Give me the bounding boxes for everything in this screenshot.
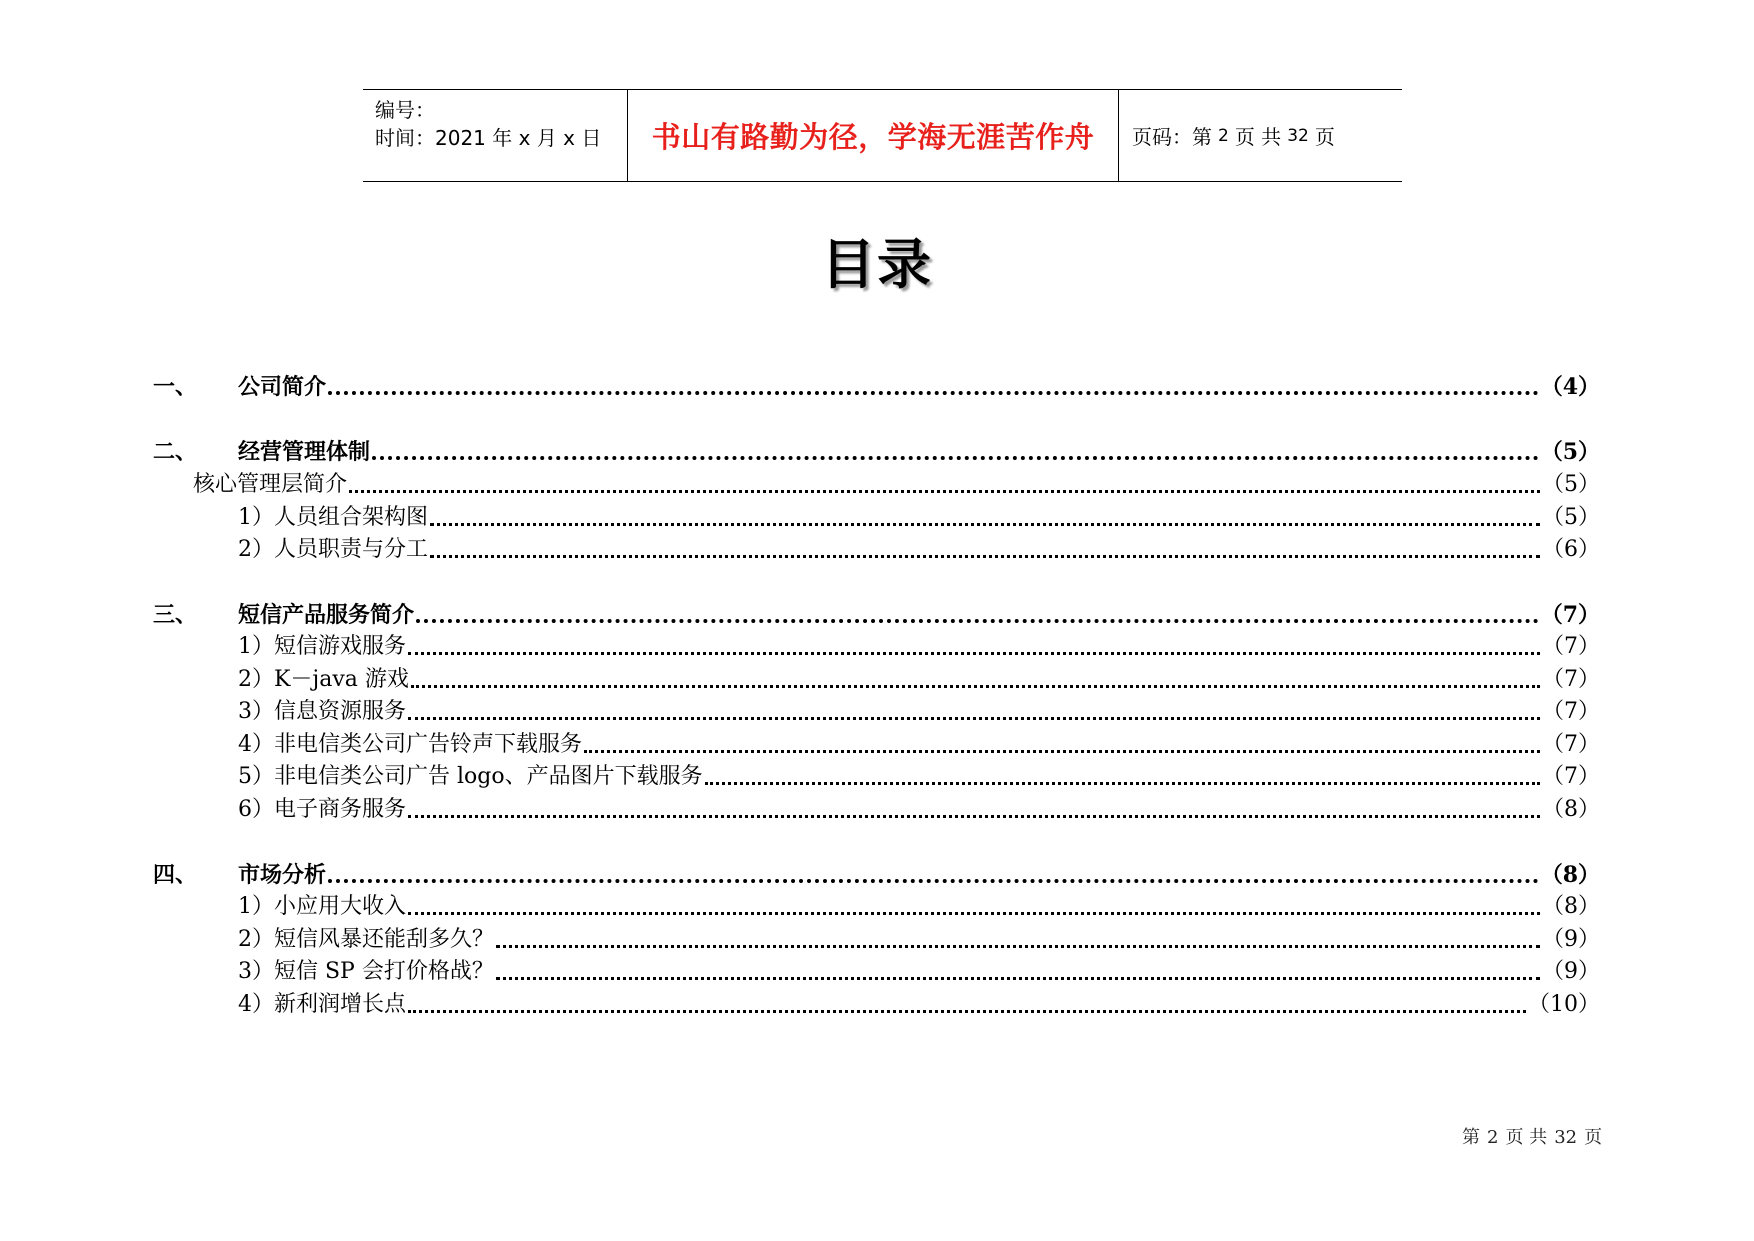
header-page-total: 32 (1287, 125, 1309, 146)
toc-dot-leader (408, 892, 1540, 922)
toc-entry-title: 1）短信游戏服务 (238, 634, 406, 659)
toc-dot-leader (328, 860, 1539, 890)
toc-entry-title: 2）人员职责与分工 (238, 537, 428, 562)
toc-entry-title: 1）人员组合架构图 (238, 505, 428, 530)
toc-entry-page: （4） (1540, 374, 1600, 400)
toc-entry[interactable] (238, 503, 1600, 533)
toc-entry-page: （9） (1542, 927, 1600, 952)
toc-entry[interactable] (153, 372, 1600, 402)
toc-dot-leader (349, 470, 1540, 500)
toc-entry-page: （7） (1542, 732, 1600, 757)
header-meta-cell (363, 90, 628, 181)
document-id-label: 编号： (375, 98, 435, 122)
toc-entry-page: （7） (1542, 634, 1600, 659)
toc-entry-number: 四、 (153, 862, 198, 888)
toc-entry-page: （5） (1542, 505, 1600, 530)
toc-entry[interactable] (238, 632, 1600, 662)
footer-page-current: 2 (1487, 1127, 1499, 1148)
toc-entry-title: 4）新利润增长点 (238, 992, 406, 1017)
toc-entry-page: （7） (1542, 667, 1600, 692)
document-date: 时间：2021 年 x 月 x 日 (375, 126, 602, 150)
toc-entry[interactable] (238, 762, 1600, 792)
toc-entry[interactable] (153, 860, 1600, 890)
toc-entry[interactable] (193, 470, 1600, 500)
toc-entry[interactable] (238, 925, 1600, 955)
toc-entry-title: 市场分析 (238, 862, 327, 888)
header-page-suffix: 页 (1314, 125, 1335, 149)
toc-entry-page: （9） (1542, 959, 1600, 984)
toc-entry[interactable] (238, 730, 1600, 760)
toc-entry-number: 一、 (153, 374, 198, 400)
toc-entry-title: 3）短信 SP 会打价格战？ (238, 959, 494, 984)
toc-entry[interactable] (153, 600, 1600, 630)
toc-entry[interactable] (238, 990, 1600, 1020)
toc-entry-page: （5） (1542, 472, 1600, 497)
header-page-cell (1119, 90, 1402, 181)
header-motto: 书山有路勤为径，学海无涯苦作舟 (651, 120, 1095, 154)
page-header (363, 89, 1402, 182)
toc-entry-title: 3）信息资源服务 (238, 699, 406, 724)
toc-entry[interactable] (238, 957, 1600, 987)
footer-page-total: 32 (1554, 1127, 1578, 1148)
header-page-mid: 页 共 (1234, 125, 1282, 149)
toc-dot-leader (408, 990, 1526, 1020)
footer-suffix: 页 (1584, 1127, 1603, 1148)
toc-dot-leader (430, 503, 1540, 533)
toc-entry-number: 三、 (153, 602, 198, 628)
toc-entry-title: 公司简介 (238, 374, 327, 400)
page-footer (1462, 1123, 1602, 1149)
header-page-prefix: 页码：第 (1132, 125, 1212, 149)
toc-dot-leader (408, 697, 1540, 727)
toc-dot-leader (408, 795, 1540, 825)
toc-entry[interactable] (238, 892, 1600, 922)
toc-entry-title: 核心管理层简介 (193, 472, 348, 497)
toc-entry[interactable] (238, 665, 1600, 695)
toc-entry-title: 2）K－java 游戏 (238, 667, 409, 692)
footer-prefix: 第 (1462, 1127, 1480, 1148)
toc-entry-title: 短信产品服务简介 (238, 602, 415, 628)
header-page-current: 2 (1218, 125, 1229, 146)
toc-dot-leader (496, 957, 1540, 987)
toc-entry-title: 5）非电信类公司广告 logo、产品图片下载服务 (238, 764, 703, 789)
footer-mid: 页 共 (1505, 1127, 1548, 1148)
toc-entry-page: （8） (1542, 797, 1600, 822)
toc-dot-leader (411, 665, 1540, 695)
toc-dot-leader (328, 372, 1539, 402)
toc-entry-page: （7） (1542, 764, 1600, 789)
toc-entry-page: （10） (1528, 992, 1600, 1017)
toc-entry-page: （7） (1542, 699, 1600, 724)
page-title: 目录 (821, 233, 933, 296)
toc-entry-title: 经营管理体制 (238, 439, 371, 465)
toc-dot-leader (430, 535, 1540, 565)
toc-entry[interactable] (238, 697, 1600, 727)
toc-dot-leader (584, 730, 1540, 760)
toc-entry[interactable] (238, 535, 1600, 565)
toc-dot-leader (416, 600, 1539, 630)
toc-entry-page: （8） (1540, 862, 1600, 888)
toc-entry-title: 1）小应用大收入 (238, 894, 406, 919)
toc-dot-leader (496, 925, 1540, 955)
toc-dot-leader (705, 762, 1540, 792)
toc-entry-page: （5） (1540, 439, 1600, 465)
toc-entry-page: （8） (1542, 894, 1600, 919)
toc-entry-page: （7） (1540, 602, 1600, 628)
toc-entry[interactable] (153, 437, 1600, 467)
toc-entry-number: 二、 (153, 439, 198, 465)
header-motto-cell (628, 90, 1119, 181)
toc-entry[interactable] (238, 795, 1600, 825)
toc-entry-title: 2）短信风暴还能刮多久？ (238, 927, 494, 952)
toc-entry-page: （6） (1542, 537, 1600, 562)
toc-entry-title: 4）非电信类公司广告铃声下载服务 (238, 732, 582, 757)
toc-dot-leader (372, 437, 1539, 467)
toc-dot-leader (408, 632, 1540, 662)
toc-entry-title: 6）电子商务服务 (238, 797, 406, 822)
